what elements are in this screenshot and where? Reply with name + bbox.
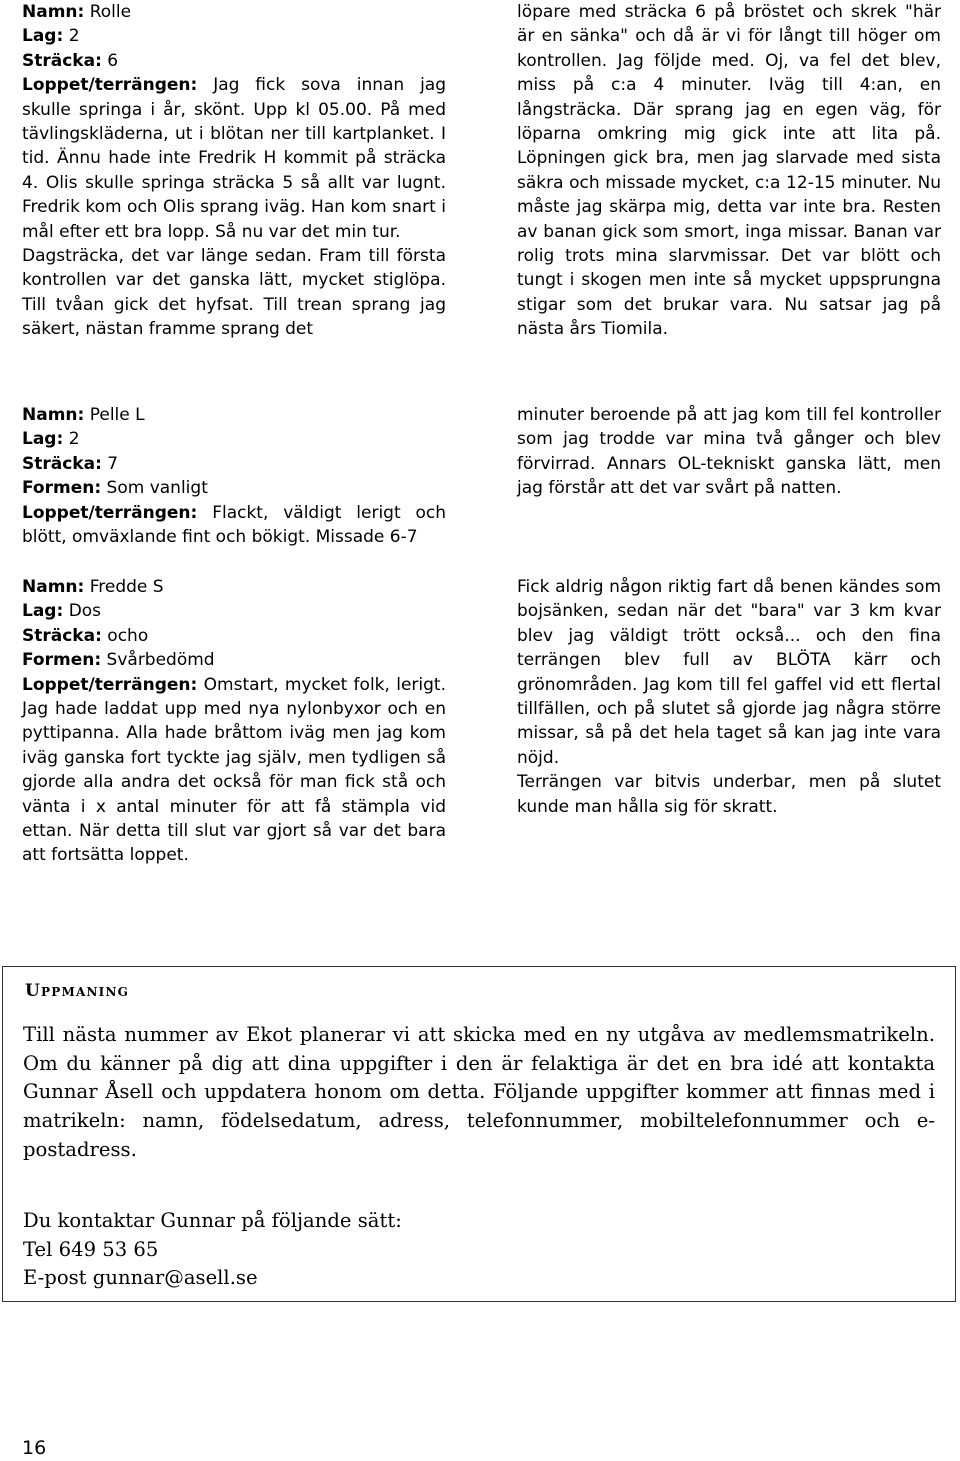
course-label: Loppet/terrängen: (22, 75, 198, 96)
course-text: Omstart, mycket folk, lerigt. Jag hade laddat upp med nya nylonbyxor och en pyttipanna. Alla hade bråttom iväg men jag kom iväg ganska fort tyckte jag själv, men tydligen så gjorde alla andra det också för man fick stå och vänta i x antal minuter för att få stämpla vid ettan. När detta till slut var gjort så var det bara att fortsätta loppet. (22, 674, 446, 866)
page-number: 16 (22, 1437, 47, 1459)
paragraph: Dagsträcka, det var länge sedan. Fram till första kontrollen var det ganska lätt, mycket stiglöpa. Till tvåan gick det hyfsat. Till trean sprang jag säkert, nästan framme sprang det (22, 246, 446, 340)
notice-text: Till nästa nummer av Ekot planerar vi att skicka med en ny utgåva av medlemsmatrikeln. Om du känner på dig att dina uppgifter i den är felaktiga är det en bra idé att kontakta Gunnar Åsell och uppdatera honom om detta. Följande uppgifter kommer att finnas med i matrikeln: namn, födelsedatum, adress, telefonnummer, mobiltelefonnummer och e-postadress. (23, 1023, 935, 1161)
entry-pelle-continued (517, 403, 941, 501)
course-text: Flackt, väldigt lerigt och blött, omväxlande fint och bökigt. Missade 6-7 (22, 502, 447, 548)
team-value: 2 (68, 429, 80, 450)
leg-value: 7 (107, 453, 119, 474)
entry-fredde-continued (517, 575, 941, 819)
leg-label: Sträcka: (22, 50, 102, 71)
name-value: Fredde S (89, 577, 164, 597)
name-label: Namn: (22, 577, 85, 597)
leg-field (22, 452, 446, 476)
form-value: Som vanligt (106, 478, 208, 499)
name-value: Pelle L (89, 405, 145, 425)
entry-rolle-continued (517, 0, 941, 342)
name-field (22, 0, 446, 24)
leg-value: ocho (107, 625, 149, 646)
entry-pelle (22, 403, 446, 549)
leg-label: Sträcka: (22, 453, 102, 474)
paragraph: Fick aldrig någon riktig fart då benen kändes som bojsänken, sedan när det "bara" var 3 km kvar blev jag väldigt trött också... och den fina terrängen blev full av BLÖTA kärr och grönområden. Jag kom till fel gaffel vid ett flertal tillfällen, och på slutet så gjorde jag några större missar, så på det hela taget så kan jag inte vara nöjd. (517, 577, 941, 768)
leg-label: Sträcka: (22, 625, 102, 646)
paragraph: Terrängen var bitvis underbar, men på slutet kunde man hålla sig för skratt. (517, 772, 941, 817)
notice-contact (23, 1207, 935, 1293)
entry-fredde (22, 575, 446, 868)
form-field (22, 648, 446, 672)
course-label: Loppet/terrängen: (22, 502, 198, 523)
paragraph: minuter beroende på att jag kom till fel kontroller som jag trodde var mina två gånger och blev förvirrad. Annars OL-tekniskt ganska lätt, men jag förstår att det var svårt på natten. (517, 405, 941, 499)
form-label: Formen: (22, 478, 102, 499)
team-label: Lag: (22, 429, 64, 450)
course-text: Jag fick sova innan jag skulle springa i år, skönt. Upp kl 05.00. På med tävlingskläderna, ut i blötan ner till kartplanket. I tid. Ännu hade inte Fredrik H kommit på sträcka 4. Olis skulle springa sträcka 5 så allt var lugnt. Fredrik kom och Olis sprang iväg. Han kom snart i mål efter ett bra lopp. Så nu var det min tur. (22, 75, 446, 242)
name-field (22, 403, 446, 427)
team-label: Lag: (22, 601, 64, 622)
course-field (22, 501, 446, 550)
name-label: Namn: (22, 405, 85, 425)
contact-intro: Du kontaktar Gunnar på följande sätt: (23, 1209, 402, 1232)
leg-field (22, 624, 446, 648)
notice-box (2, 966, 956, 1302)
contact-email: E-post gunnar@asell.se (23, 1266, 258, 1290)
team-value: 2 (68, 26, 80, 47)
team-field (22, 24, 446, 48)
team-label: Lag: (22, 26, 64, 47)
course-label: Loppet/terrängen: (22, 674, 198, 695)
team-value: Dos (68, 601, 102, 622)
name-value: Rolle (89, 2, 132, 22)
leg-value: 6 (107, 50, 119, 71)
paragraph: löpare med sträcka 6 på bröstet och skrek "här är en sänka" och då är vi för långt till höger om kontrollen. Jag följde med. Oj, va fel det blev, miss på c:a 4 minuter. Iväg till 4:an, en långsträcka. Där sprang jag en egen väg, för löparna omkring mig gick inte att lita på. Löpningen gick bra, men jag slarvade med sista säkra och missade mycket, c:a 12-15 minuter. Nu måste jag skärpa mig, detta var inte bra. Resten av banan gick som smort, inga missar. Banan var rolig trots mina slarvmissar. Det var blött och tungt i skogen men inte så mycket uppsprungna stigar som det brukar vara. Nu satsar jag på nästa års Tiomila. (517, 2, 941, 340)
team-field (22, 427, 446, 451)
notice-title: Uppmaning (25, 981, 130, 1001)
name-label: Namn: (22, 2, 85, 22)
course-field (22, 73, 446, 244)
course-field (22, 673, 446, 868)
name-field (22, 575, 446, 599)
form-value: Svårbedömd (106, 650, 215, 671)
entry-rolle (22, 0, 446, 342)
form-label: Formen: (22, 650, 102, 671)
leg-field (22, 49, 446, 73)
form-field (22, 476, 446, 500)
team-field (22, 599, 446, 623)
contact-phone: Tel 649 53 65 (23, 1237, 159, 1261)
